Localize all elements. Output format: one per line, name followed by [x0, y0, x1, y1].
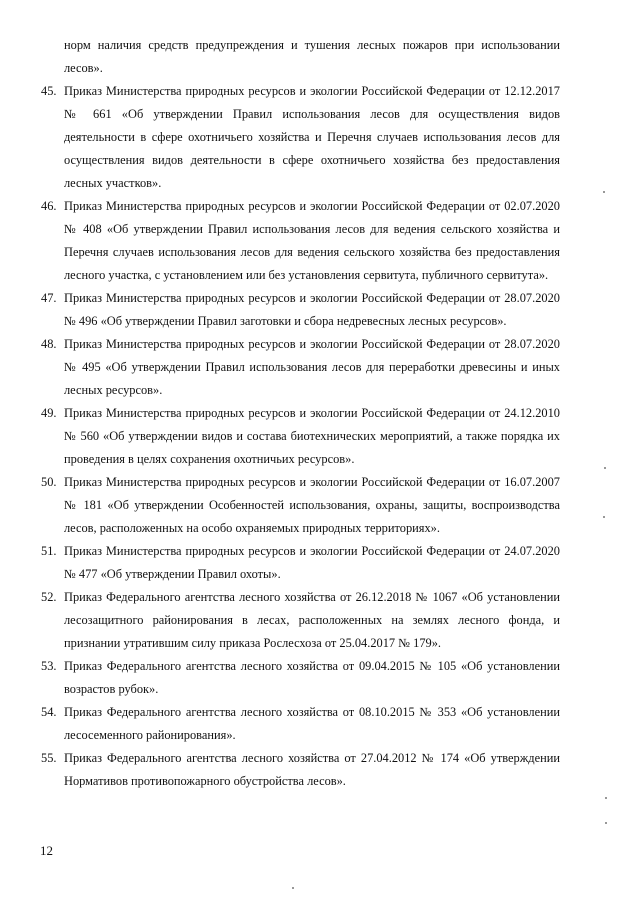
list-item-text: Приказ Министерства природных ресурсов и экологии Российской Федерации от 28.07.2020 № 495 «Об утверждении Правил использования лесов для переработки древесины и иных лесных ресурсов». [64, 337, 560, 397]
list-item-text: Приказ Федерального агентства лесного хозяйства от 26.12.2018 № 1067 «Об установлении лесозащитного районирования в лесах, расположенных на землях лесного фонда, и признании утратившим силу приказа Рослесхоза от 25.04.2017 № 179». [64, 590, 560, 650]
list-item [41, 471, 560, 540]
list-item-text: Приказ Федерального агентства лесного хозяйства от 09.04.2015 № 105 «Об установлении возрастов рубок». [64, 659, 560, 696]
list-item-number: 49. [41, 406, 57, 420]
list-item [41, 195, 560, 287]
list-item [41, 747, 560, 793]
list-item-number: 55. [41, 751, 57, 765]
list-item [41, 80, 560, 195]
list-item-text: Приказ Министерства природных ресурсов и экологии Российской Федерации от 24.12.2010 № 560 «Об утверждении видов и состава биотехнических мероприятий, а также порядка их проведения в целях сохранения охотничьих ресурсов». [64, 406, 560, 466]
list-item-number: 53. [41, 659, 57, 673]
list-item [41, 655, 560, 701]
list-item-text: Приказ Министерства природных ресурсов и экологии Российской Федерации от 02.07.2020 № 408 «Об утверждении Правил использования лесов для ведения сельского хозяйства и Перечня случаев использования лесов для ведения сельского хозяйства без предоставления лесного участка, с установлением или без установления сервитута, публичного сервитута». [64, 199, 560, 282]
scan-speck [292, 887, 294, 889]
list-item-number: 48. [41, 337, 57, 351]
scan-speck [605, 797, 607, 799]
scan-speck [603, 516, 605, 518]
scan-speck [603, 191, 605, 193]
list-item [41, 586, 560, 655]
list-item [41, 287, 560, 333]
list-item-text: Приказ Министерства природных ресурсов и экологии Российской Федерации от 28.07.2020 № 496 «Об утверждении Правил заготовки и сбора недревесных лесных ресурсов». [64, 291, 560, 328]
list-item-number: 47. [41, 291, 57, 305]
entries-list [41, 80, 560, 793]
list-item-text: Приказ Министерства природных ресурсов и экологии Российской Федерации от 12.12.2017 № 661 «Об утверждении Правил использования лесов для осуществления видов деятельности в сфере охотничьего хозяйства и Перечня случаев использования лесов для осуществления видов деятельности в сфере охотничьего хозяйства без предоставления лесных участков». [64, 84, 560, 190]
page-number: 12 [40, 843, 53, 858]
list-item-number: 45. [41, 84, 57, 98]
list-item-text: Приказ Федерального агентства лесного хозяйства от 08.10.2015 № 353 «Об установлении лесосеменного районирования». [64, 705, 560, 742]
list-item-text: Приказ Федерального агентства лесного хозяйства от 27.04.2012 № 174 «Об утверждении Нормативов противопожарного обустройства лесов». [64, 751, 560, 788]
intro-paragraph: норм наличия средств предупреждения и тушения лесных пожаров при использовании лесов». [64, 38, 560, 75]
scan-speck [605, 822, 607, 824]
list-item-text: Приказ Министерства природных ресурсов и экологии Российской Федерации от 24.07.2020 № 477 «Об утверждении Правил охоты». [64, 544, 560, 581]
scan-speck [604, 467, 606, 469]
list-item-number: 54. [41, 705, 57, 719]
list-item [41, 402, 560, 471]
list-item-number: 50. [41, 475, 57, 489]
list-item-number: 51. [41, 544, 57, 558]
list-item-text: Приказ Министерства природных ресурсов и экологии Российской Федерации от 16.07.2007 № 181 «Об утверждении Особенностей использования, охраны, защиты, воспроизводства лесов, расположенных на особо охраняемых природных территориях». [64, 475, 560, 535]
list-item [41, 540, 560, 586]
document-body [41, 34, 560, 793]
list-item-number: 46. [41, 199, 57, 213]
list-item [41, 333, 560, 402]
list-item [41, 701, 560, 747]
list-item-number: 52. [41, 590, 57, 604]
